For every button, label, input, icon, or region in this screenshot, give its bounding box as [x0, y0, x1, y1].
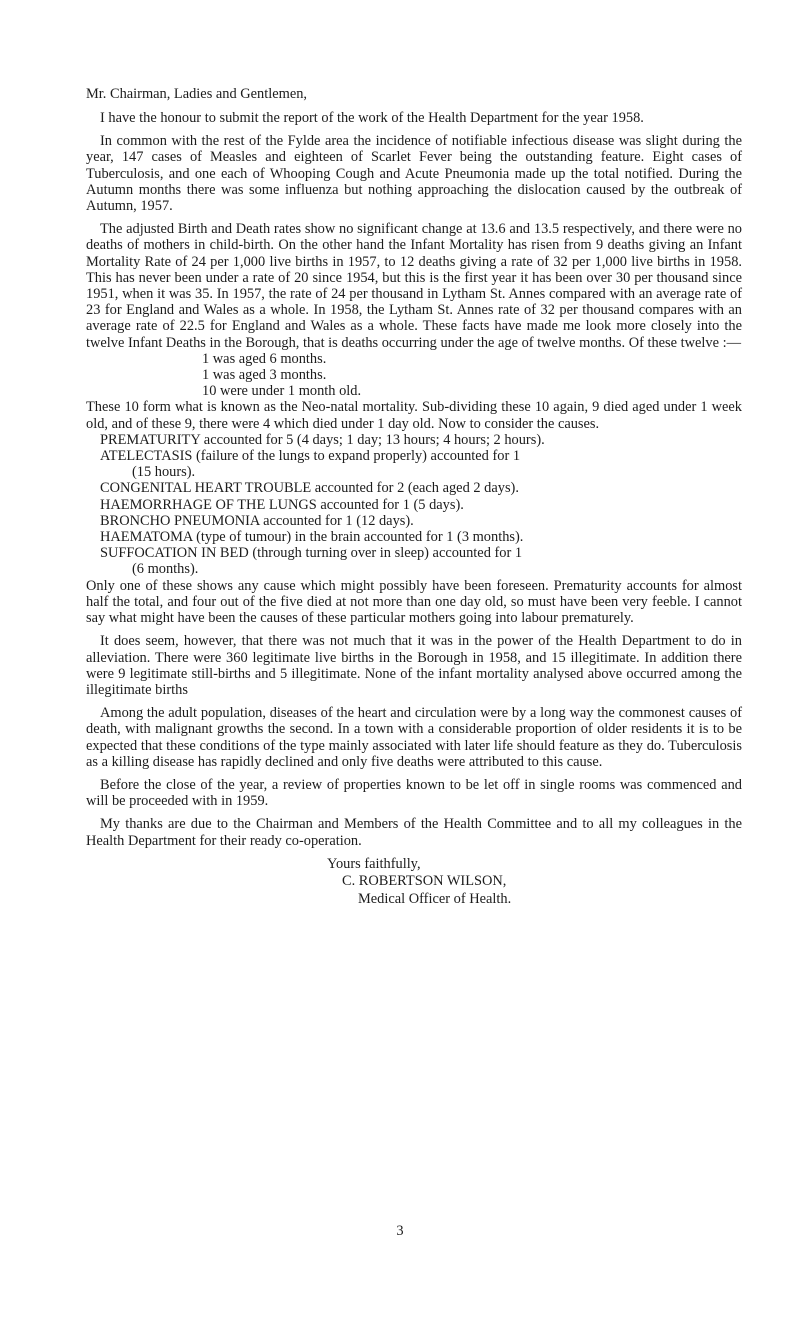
cause-continuation: (15 hours).	[132, 464, 196, 481]
infant-age-list	[86, 351, 742, 400]
closing: Yours faithfully,	[327, 855, 421, 872]
paragraph-infectious-disease: In common with the rest of the Fylde area the incidence of notifiable infectious disease was slight during the year, 147 cases of Measles and eighteen of Scarlet Fever being the outstanding feature. Eight cases of Tuberculosis, and one each of Whooping Cough and Acute Pneumonia made up the total notified. During the Autumn months there was some influenza but nothing approaching the dislocation caused by the outbreak of Autumn, 1957.	[86, 133, 742, 215]
cause-text: BRONCHO PNEUMONIA accounted for 1 (12 days).	[100, 512, 414, 529]
list-item: 10 were under 1 month old.	[202, 383, 362, 400]
cause-text: SUFFOCATION IN BED (through turning over in sleep) accounted for 1	[100, 545, 523, 562]
signature-title: Medical Officer of Health.	[358, 890, 512, 907]
cause-text: HAEMATOMA (type of tumour) in the brain accounted for 1 (3 months).	[100, 529, 524, 546]
cause-item-haematoma	[100, 529, 742, 545]
cause-item-haemorrhage	[100, 497, 742, 513]
cause-item-broncho-pneumonia	[100, 513, 742, 529]
list-item: 1 was aged 6 months.	[202, 350, 327, 367]
salutation: Mr. Chairman, Ladies and Gentlemen,	[86, 86, 307, 102]
cause-text: PREMATURITY accounted for 5 (4 days; 1 day; 13 hours; 4 hours; 2 hours).	[100, 431, 545, 448]
cause-text: CONGENITAL HEART TROUBLE accounted for 2 (each aged 2 days).	[100, 480, 519, 497]
paragraph-legitimate-births: It does seem, however, that there was not much that it was in the power of the Health Department to do in alleviation. There were 360 legitimate live births in the Borough in 1958, and 15 illegitimate. In addition there were 9 legitimate still-births and 5 illegitimate. None of the infant mortality analysed above occurred among the illegitimate births	[86, 633, 742, 698]
cause-text: ATELECTASIS (failure of the lungs to expand properly) accounted for 1	[100, 448, 521, 465]
page-number: 3	[396, 1223, 404, 1239]
paragraph-neonatal: These 10 form what is known as the Neo-natal mortality. Sub-dividing these 10 again, 9 died aged under 1 week old, and of these 9, there were 4 which died under 1 day old. Now to consider the causes.	[86, 399, 742, 432]
paragraph-prematurity: Only one of these shows any cause which might possibly have been foreseen. Prematurity accounts for almost half the total, and four out of the five died at not more than one day old, so must have been very feeble. I cannot say what might have been the causes of these particular mothers going into labour prematurely.	[86, 577, 742, 627]
list-item: 1 was aged 3 months.	[202, 367, 327, 384]
signoff	[86, 856, 742, 909]
paragraph-birth-death-rates: The adjusted Birth and Death rates show no significant change at 13.6 and 13.5 respectively, and there were no deaths of mothers in child-birth. On the other hand the Infant Mortality has risen from 9 deaths giving an Infant Mortality Rate of 24 per 1,000 live births in 1957, to 12 deaths giving a rate of 32 per 1,000 live births in 1958. This has never been under a rate of 20 since 1954, but this is the first year it has been over 30 per thousand since 1951, when it was 35. In 1957, the rate of 24 per thousand in Lytham St. Annes compared with an average rate of 23 for England and Wales as a whole. In 1958, the Lytham St. Annes rate of 32 per thousand compares with an average rate of 22.5 for England and Wales as a whole. These facts have made me look more closely into the twelve Infant Deaths in the Borough, that is deaths occurring under the age of twelve months. Of these twelve :—	[86, 221, 742, 351]
cause-item-congenital-heart	[100, 480, 742, 496]
paragraph-intro: I have the honour to submit the report of the work of the Health Department for the year 1958.	[100, 110, 644, 126]
cause-item-suffocation	[100, 545, 742, 577]
cause-continuation: (6 months).	[132, 561, 199, 578]
causes-list	[86, 432, 742, 578]
paragraph-adult-population: Among the adult population, diseases of the heart and circulation were by a long way the commonest causes of death, with malignant growths the second. In a town with a considerable proportion of older residents it is to be expected that these conditions of the type mainly associated with later life should feature as they do. Tuberculosis as a killing disease has rapidly declined and only five deaths were attributed to this cause.	[86, 705, 742, 770]
paragraph-thanks: My thanks are due to the Chairman and Members of the Health Committee and to all my colleagues in the Health Department for their ready co-operation.	[86, 816, 742, 849]
cause-item-prematurity	[100, 432, 742, 448]
paragraph-housing-review: Before the close of the year, a review of properties known to be let off in single rooms was commenced and will be proceeded with in 1959.	[86, 776, 742, 810]
cause-item-atelectasis	[100, 448, 742, 480]
cause-text: HAEMORRHAGE OF THE LUNGS accounted for 1 (5 days).	[100, 496, 464, 513]
signature-name: C. ROBERTSON WILSON,	[342, 873, 507, 890]
